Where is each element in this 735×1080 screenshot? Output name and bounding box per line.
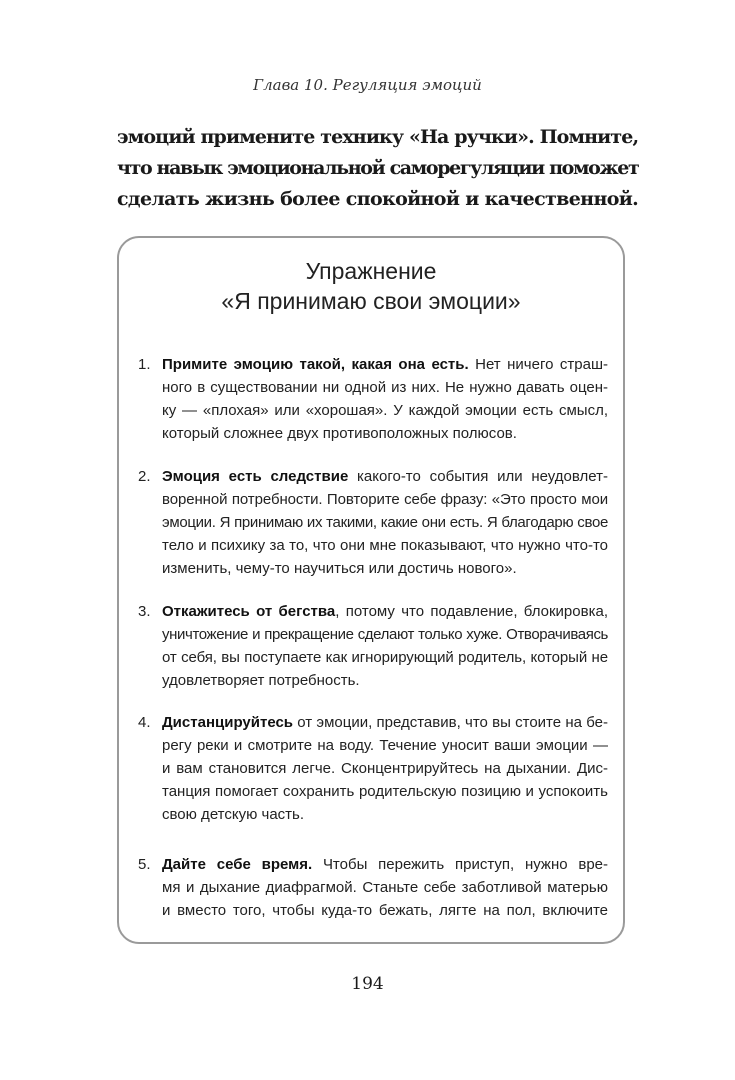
text-line: удовлетворяет потребность. [162,672,360,689]
text-line: эмоций примените технику «На ручки». Помните, [117,126,639,148]
running-head: Глава 10. Регуляция эмоций [253,76,482,94]
list-item [138,711,608,826]
item-heading: Примите эмоцию такой, какая она есть. [162,356,469,373]
list-item [138,600,608,692]
item-text: , потому что подавление, блокировка, [335,603,608,620]
item-number: 4. [138,714,151,731]
item-body [162,465,608,580]
item-body [162,853,608,922]
item-text: Чтобы пережить приступ, нужно вре- [312,856,609,873]
title-line: Упражнение [305,258,437,284]
text-line: и вместо того, чтобы куда-то бежать, лягте на пол, включите [162,902,608,919]
item-number: 2. [138,468,151,485]
item-heading: Откажитесь от бегства [162,603,336,620]
item-body [162,353,608,445]
text-line: что навык эмоциональной саморегуляции поможет [117,157,639,179]
list-item [138,853,608,922]
text-line: уничтожение и прекращение сделают только хуже. Отворачиваясь [162,626,608,643]
item-text: от эмоции, представив, что вы стоите на бе- [293,714,608,731]
text-line: танция помогает сохранить родительскую позицию и успокоить [162,783,608,800]
text-line: изменить, чему-то научиться или достичь нового». [162,560,517,577]
item-heading: Дайте себе время. [162,856,313,873]
text-line: свою детскую часть. [162,806,305,823]
text-line [162,711,608,734]
text-line: тело и психику за то, что они мне показывают, что нужно что-то [162,537,608,554]
item-body [162,600,608,692]
item-number: 5. [138,856,151,873]
text-line: ку — «плохая» или «хорошая». У каждой эмоции есть смысл, [162,402,608,419]
page-number: 194 [351,974,384,994]
text-line: от себя, вы поступаете как игнорирующий родитель, который не [162,649,608,666]
text-line [162,600,608,623]
text-line [162,465,608,488]
item-heading: Дистанцируйтесь [162,714,294,731]
item-text: Нет ничего страш- [468,356,608,373]
item-heading: Эмоция есть следствие [162,468,349,485]
text-line [162,353,608,376]
item-body [162,711,608,826]
text-line: и вам становится легче. Сконцентрируйтесь на дыхании. Дис- [162,760,608,777]
text-line: воренной потребности. Повторите себе фразу: «Это просто мои [162,491,608,508]
text-line: сделать жизнь более спокойной и качественной. [117,188,639,210]
text-line: мя и дыхание диафрагмой. Станьте себе заботливой матерью [162,879,608,896]
title-line: «Я принимаю свои эмоции» [221,288,521,314]
text-line: эмоции. Я принимаю их такими, какие они есть. Я благодарю свое [162,514,608,531]
text-line: ного в существовании ни одной из них. Не нужно давать оцен- [162,379,608,396]
item-number: 3. [138,603,151,620]
text-line [162,853,608,876]
text-line: регу реки и смотрите на воду. Течение уносит ваши эмоции — [162,737,608,754]
item-number: 1. [138,356,151,373]
list-item [138,465,608,580]
list-item [138,353,608,445]
exercise-title [117,256,625,316]
text-line: который сложнее двух противоположных полюсов. [162,425,517,442]
intro-paragraph [117,122,639,215]
item-text: какого-то события или неудовлет- [348,468,608,485]
exercise-box [117,236,625,944]
